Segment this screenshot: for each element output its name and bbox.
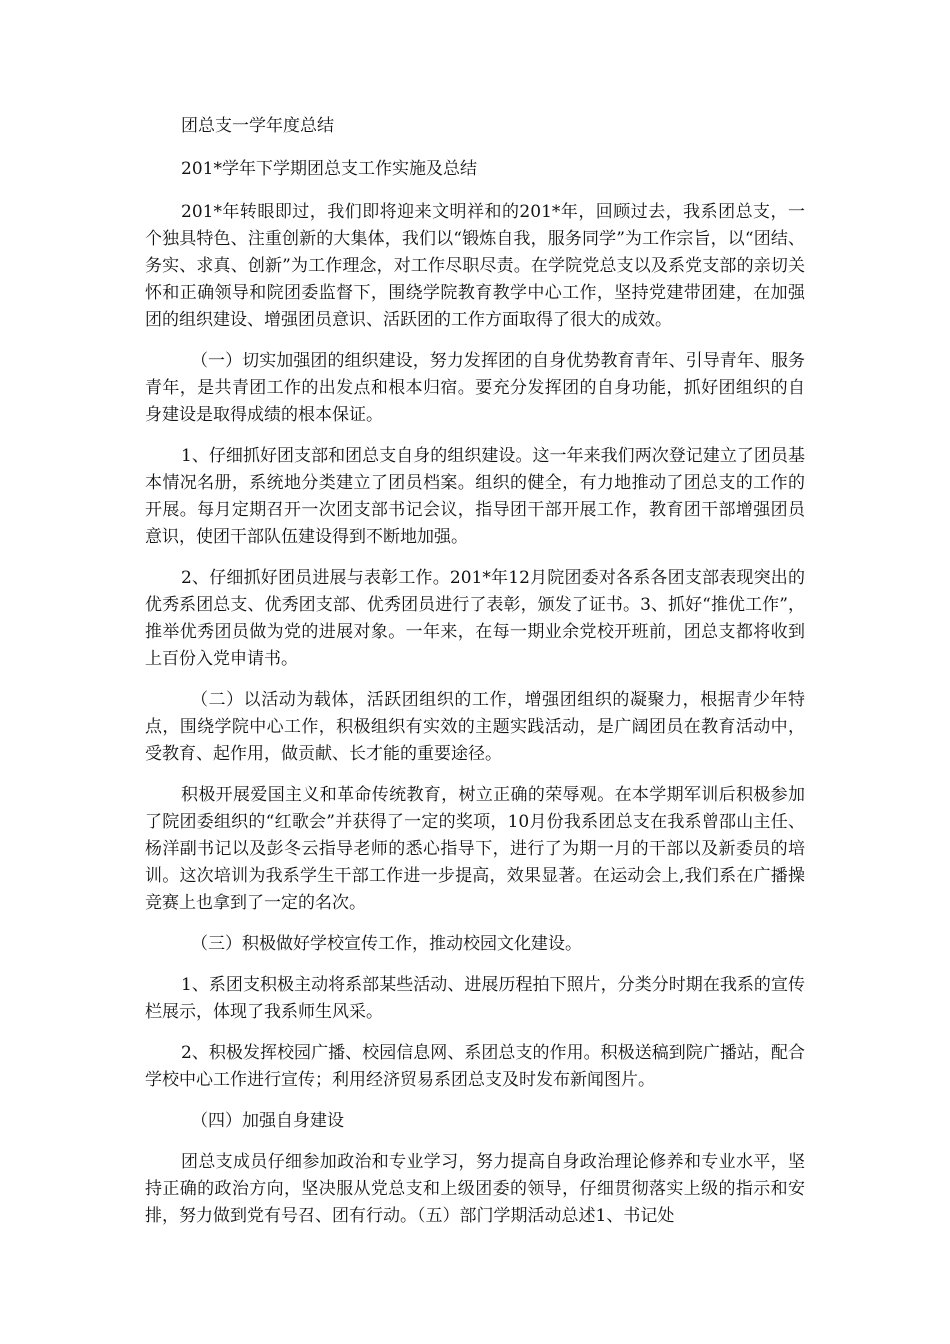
section-1-paragraph: （一）切实加强团的组织建设，努力发挥团的自身优势教育青年、引导青年、服务青年，是共青团工作的出发点和根本归宿。要充分发挥团的自身功能，抓好团组织的自身建设是取得成绩的根本保证。 bbox=[145, 351, 805, 425]
intro-paragraph: 201*年转眼即过，我们即将迎来文明祥和的201*年，回顾过去，我系团总支，一个独具特色、注重创新的大集体，我们以“锻炼自我，服务同学”为工作宗旨，以“团结、务实、求真、创新”为工作理念，对工作尽职尽责。在学院党总支以及系党支部的亲切关怀和正确领导和院团委监督下，围绕学院教育教学中心工作，坚持党建带团建，在加强团的组织建设、增强团员意识、活跃团的工作方面取得了很大的成效。 bbox=[145, 202, 805, 330]
section-1-item-1-paragraph: 1、仔细抓好团支部和团总支自身的组织建设。这一年来我们两次登记建立了团员基本情况名册，系统地分类建立了团员档案。组织的健全，有力地推动了团总支的工作的开展。每月定期召开一次团支部书记会议，指导团干部开展工作，教育团干部增强团员意识，使团干部队伍建设得到不断地加强。 bbox=[145, 446, 805, 547]
section-2-detail-paragraph: 积极开展爱国主义和革命传统教育，树立正确的荣辱观。在本学期军训后积极参加了院团委组织的“红歌会”并获得了一定的奖项，10月份我系团总支在我系曾邵山主任、杨洋副书记以及彭冬云指导老师的悉心指导下，进行了为期一月的干部以及新委员的培训。这次培训为我系学生干部工作进一步提高，效果显著。在运动会上,我们系在广播操竞赛上也拿到了一定的名次。 bbox=[145, 785, 805, 913]
section-1-item-2-paragraph: 2、仔细抓好团员进展与表彰工作。201*年12月院团委对各系各团支部表现突出的优秀系团总支、优秀团支部、优秀团员进行了表彰，颁发了证书。3、抓好“推优工作”，推举优秀团员做为党的进展对象。一年来，在每一期业余党校开班前，团总支都将收到上百份入党申请书。 bbox=[145, 568, 805, 669]
document-subtitle: 201*学年下学期团总支工作实施及总结 bbox=[181, 159, 477, 179]
section-4-detail-paragraph: 团总支成员仔细参加政治和专业学习，努力提高自身政治理论修养和专业水平，坚持正确的政治方向，坚决服从党总支和上级团委的领导，仔细贯彻落实上级的指示和安排，努力做到党有号召、团有行动。（五）部门学期活动总述1、书记处 bbox=[145, 1152, 805, 1226]
section-2-paragraph: （二）以活动为载体，活跃团组织的工作，增强团组织的凝聚力，根据青少年特点，围绕学院中心工作，积极组织有实效的主题实践活动，是广阔团员在教育活动中，受教育、起作用，做贡献、长才能的重要途径。 bbox=[145, 690, 805, 764]
section-4-paragraph: （四）加强自身建设 bbox=[191, 1111, 344, 1131]
document-title: 团总支一学年度总结 bbox=[181, 116, 334, 136]
section-3-paragraph: （三）积极做好学校宣传工作，推动校园文化建设。 bbox=[191, 934, 582, 954]
section-3-item-1-paragraph: 1、系团支积极主动将系部某些活动、进展历程拍下照片，分类分时期在我系的宣传栏展示，体现了我系师生风采。 bbox=[145, 975, 805, 1022]
document-body bbox=[145, 113, 805, 1244]
section-3-item-2-paragraph: 2、积极发挥校园广播、校园信息网、系团总支的作用。积极送稿到院广播站，配合学校中心工作进行宣传；利用经济贸易系团总支及时发布新闻图片。 bbox=[145, 1043, 805, 1090]
